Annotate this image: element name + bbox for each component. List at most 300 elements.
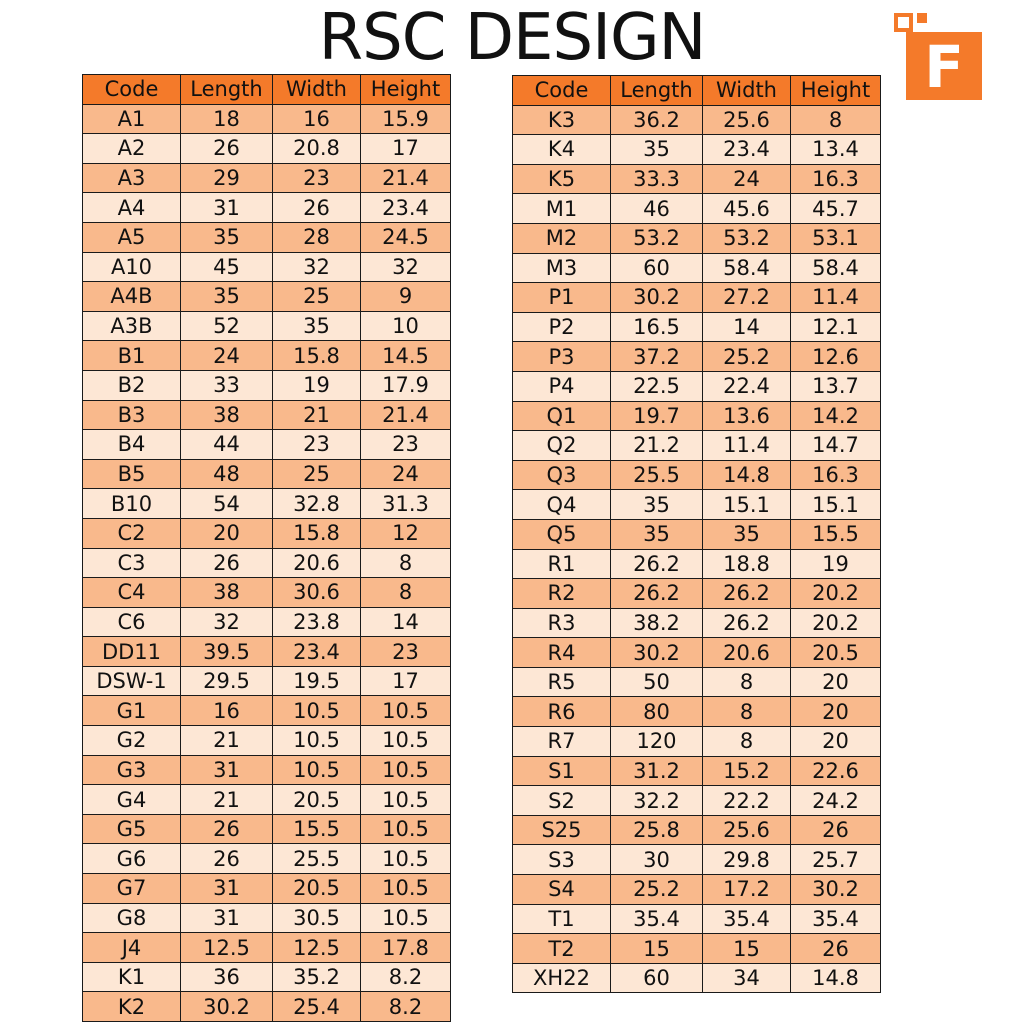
cell-length: 36 bbox=[181, 962, 273, 992]
cell-height: 26 bbox=[791, 815, 881, 845]
dimension-table-right bbox=[512, 75, 881, 993]
cell-length: 26 bbox=[181, 814, 273, 844]
table-row bbox=[513, 845, 881, 875]
cell-width: 34 bbox=[703, 963, 791, 993]
cell-height: 35.4 bbox=[791, 904, 881, 934]
brand-logo bbox=[893, 12, 985, 104]
cell-length: 38 bbox=[181, 400, 273, 430]
cell-width: 53.2 bbox=[703, 223, 791, 253]
cell-code: G8 bbox=[83, 903, 181, 933]
cell-width: 32.8 bbox=[273, 489, 361, 519]
cell-code: A3B bbox=[83, 311, 181, 341]
table-row bbox=[83, 459, 451, 489]
table-row bbox=[513, 963, 881, 993]
cell-code: A5 bbox=[83, 222, 181, 252]
cell-code: R5 bbox=[513, 667, 611, 697]
cell-height: 8.2 bbox=[361, 992, 451, 1022]
table-row bbox=[513, 697, 881, 727]
table-row bbox=[83, 163, 451, 193]
cell-height: 45.7 bbox=[791, 194, 881, 224]
cell-height: 14.8 bbox=[791, 963, 881, 993]
cell-width: 25.2 bbox=[703, 342, 791, 372]
cell-width: 35 bbox=[273, 311, 361, 341]
cell-height: 24.2 bbox=[791, 786, 881, 816]
cell-code: B3 bbox=[83, 400, 181, 430]
table-row bbox=[83, 282, 451, 312]
cell-height: 23 bbox=[361, 430, 451, 460]
cell-length: 26.2 bbox=[611, 579, 703, 609]
cell-length: 20 bbox=[181, 518, 273, 548]
table-row bbox=[513, 105, 881, 135]
cell-code: A4B bbox=[83, 282, 181, 312]
cell-height: 14 bbox=[361, 607, 451, 637]
table-row bbox=[83, 134, 451, 164]
cell-length: 25.5 bbox=[611, 460, 703, 490]
cell-width: 26.2 bbox=[703, 608, 791, 638]
cell-code: K4 bbox=[513, 135, 611, 165]
cell-code: S4 bbox=[513, 875, 611, 905]
table-row bbox=[83, 696, 451, 726]
table-row bbox=[513, 579, 881, 609]
column-header-code: Code bbox=[83, 75, 181, 105]
cell-code: S25 bbox=[513, 815, 611, 845]
cell-code: A3 bbox=[83, 163, 181, 193]
table-row bbox=[83, 341, 451, 371]
cell-code: G3 bbox=[83, 755, 181, 785]
cell-length: 21 bbox=[181, 726, 273, 756]
cell-width: 23.4 bbox=[703, 135, 791, 165]
column-header-length: Length bbox=[611, 76, 703, 106]
table-row bbox=[513, 194, 881, 224]
cell-height: 23 bbox=[361, 637, 451, 667]
cell-length: 31 bbox=[181, 755, 273, 785]
cell-height: 13.4 bbox=[791, 135, 881, 165]
cell-height: 26 bbox=[791, 934, 881, 964]
cell-length: 18 bbox=[181, 104, 273, 134]
table-row bbox=[513, 164, 881, 194]
cell-width: 25 bbox=[273, 459, 361, 489]
cell-code: B10 bbox=[83, 489, 181, 519]
cell-height: 8 bbox=[791, 105, 881, 135]
column-header-height: Height bbox=[361, 75, 451, 105]
cell-height: 14.7 bbox=[791, 431, 881, 461]
cell-width: 17.2 bbox=[703, 875, 791, 905]
cell-length: 38 bbox=[181, 578, 273, 608]
table-row bbox=[513, 312, 881, 342]
cell-width: 26.2 bbox=[703, 579, 791, 609]
cell-width: 19 bbox=[273, 370, 361, 400]
cell-width: 8 bbox=[703, 697, 791, 727]
cell-length: 31 bbox=[181, 193, 273, 223]
cell-length: 33 bbox=[181, 370, 273, 400]
cell-width: 16 bbox=[273, 104, 361, 134]
column-header-width: Width bbox=[703, 76, 791, 106]
cell-height: 16.3 bbox=[791, 164, 881, 194]
cell-width: 25.6 bbox=[703, 815, 791, 845]
cell-length: 33.3 bbox=[611, 164, 703, 194]
table-row bbox=[83, 933, 451, 963]
cell-length: 45 bbox=[181, 252, 273, 282]
cell-code: XH22 bbox=[513, 963, 611, 993]
cell-length: 21 bbox=[181, 785, 273, 815]
table-row bbox=[513, 401, 881, 431]
table-row bbox=[513, 667, 881, 697]
brand-logo-icon bbox=[893, 12, 985, 104]
cell-code: R7 bbox=[513, 727, 611, 757]
cell-width: 12.5 bbox=[273, 933, 361, 963]
cell-code: DSW-1 bbox=[83, 666, 181, 696]
table-row bbox=[83, 578, 451, 608]
cell-width: 23 bbox=[273, 163, 361, 193]
cell-width: 20.5 bbox=[273, 874, 361, 904]
cell-width: 28 bbox=[273, 222, 361, 252]
table-row bbox=[83, 400, 451, 430]
cell-length: 30.2 bbox=[611, 638, 703, 668]
cell-length: 36.2 bbox=[611, 105, 703, 135]
cell-width: 15.8 bbox=[273, 518, 361, 548]
cell-width: 25.6 bbox=[703, 105, 791, 135]
cell-width: 30.5 bbox=[273, 903, 361, 933]
cell-code: S1 bbox=[513, 756, 611, 786]
cell-height: 20.5 bbox=[791, 638, 881, 668]
cell-height: 32 bbox=[361, 252, 451, 282]
table-row bbox=[513, 460, 881, 490]
table-row bbox=[513, 253, 881, 283]
cell-height: 25.7 bbox=[791, 845, 881, 875]
cell-width: 11.4 bbox=[703, 431, 791, 461]
cell-height: 20.2 bbox=[791, 579, 881, 609]
table-row bbox=[513, 934, 881, 964]
cell-length: 25.2 bbox=[611, 875, 703, 905]
cell-code: G1 bbox=[83, 696, 181, 726]
cell-width: 15.5 bbox=[273, 814, 361, 844]
cell-width: 25 bbox=[273, 282, 361, 312]
cell-width: 10.5 bbox=[273, 726, 361, 756]
cell-code: C4 bbox=[83, 578, 181, 608]
cell-height: 10.5 bbox=[361, 903, 451, 933]
cell-length: 30.2 bbox=[181, 992, 273, 1022]
cell-length: 60 bbox=[611, 963, 703, 993]
cell-length: 24 bbox=[181, 341, 273, 371]
cell-width: 25.4 bbox=[273, 992, 361, 1022]
table-row bbox=[513, 815, 881, 845]
table-row bbox=[83, 518, 451, 548]
cell-width: 25.5 bbox=[273, 844, 361, 874]
column-header-code: Code bbox=[513, 76, 611, 106]
table-row bbox=[83, 607, 451, 637]
cell-code: Q2 bbox=[513, 431, 611, 461]
table-row bbox=[83, 666, 451, 696]
cell-code: B4 bbox=[83, 430, 181, 460]
cell-width: 15.2 bbox=[703, 756, 791, 786]
cell-height: 16.3 bbox=[791, 460, 881, 490]
table-row bbox=[83, 430, 451, 460]
cell-height: 15.1 bbox=[791, 490, 881, 520]
table-row bbox=[83, 548, 451, 578]
cell-length: 12.5 bbox=[181, 933, 273, 963]
cell-length: 50 bbox=[611, 667, 703, 697]
cell-code: M3 bbox=[513, 253, 611, 283]
cell-code: P3 bbox=[513, 342, 611, 372]
cell-width: 35.4 bbox=[703, 904, 791, 934]
cell-height: 24 bbox=[361, 459, 451, 489]
table-row bbox=[83, 874, 451, 904]
cell-width: 8 bbox=[703, 727, 791, 757]
cell-height: 10.5 bbox=[361, 696, 451, 726]
table-row bbox=[513, 727, 881, 757]
cell-width: 15 bbox=[703, 934, 791, 964]
cell-length: 54 bbox=[181, 489, 273, 519]
cell-length: 30.2 bbox=[611, 283, 703, 313]
cell-width: 30.6 bbox=[273, 578, 361, 608]
cell-length: 35 bbox=[611, 135, 703, 165]
cell-height: 24.5 bbox=[361, 222, 451, 252]
cell-width: 23 bbox=[273, 430, 361, 460]
cell-height: 14.2 bbox=[791, 401, 881, 431]
table-row bbox=[513, 756, 881, 786]
cell-length: 29.5 bbox=[181, 666, 273, 696]
cell-height: 58.4 bbox=[791, 253, 881, 283]
cell-height: 8 bbox=[361, 578, 451, 608]
table-row bbox=[83, 726, 451, 756]
table-row bbox=[83, 370, 451, 400]
cell-height: 21.4 bbox=[361, 400, 451, 430]
cell-length: 15 bbox=[611, 934, 703, 964]
cell-code: K3 bbox=[513, 105, 611, 135]
cell-code: G6 bbox=[83, 844, 181, 874]
dimension-table-left bbox=[82, 74, 451, 1022]
table-row bbox=[83, 814, 451, 844]
cell-code: P4 bbox=[513, 371, 611, 401]
cell-length: 35 bbox=[611, 519, 703, 549]
cell-width: 27.2 bbox=[703, 283, 791, 313]
cell-width: 20.5 bbox=[273, 785, 361, 815]
table-row bbox=[83, 755, 451, 785]
cell-height: 20 bbox=[791, 697, 881, 727]
table-header-row bbox=[83, 75, 451, 105]
table-row bbox=[513, 786, 881, 816]
cell-code: G5 bbox=[83, 814, 181, 844]
cell-code: A10 bbox=[83, 252, 181, 282]
cell-length: 38.2 bbox=[611, 608, 703, 638]
cell-height: 14.5 bbox=[361, 341, 451, 371]
cell-length: 25.8 bbox=[611, 815, 703, 845]
cell-height: 10 bbox=[361, 311, 451, 341]
cell-length: 60 bbox=[611, 253, 703, 283]
cell-width: 13.6 bbox=[703, 401, 791, 431]
cell-height: 12.1 bbox=[791, 312, 881, 342]
table-row bbox=[513, 519, 881, 549]
cell-code: Q1 bbox=[513, 401, 611, 431]
cell-length: 26 bbox=[181, 844, 273, 874]
cell-height: 20.2 bbox=[791, 608, 881, 638]
cell-height: 17 bbox=[361, 666, 451, 696]
cell-width: 20.6 bbox=[703, 638, 791, 668]
column-header-length: Length bbox=[181, 75, 273, 105]
cell-height: 20 bbox=[791, 727, 881, 757]
cell-width: 26 bbox=[273, 193, 361, 223]
cell-length: 16 bbox=[181, 696, 273, 726]
cell-width: 19.5 bbox=[273, 666, 361, 696]
cell-height: 15.9 bbox=[361, 104, 451, 134]
cell-code: Q4 bbox=[513, 490, 611, 520]
table-row bbox=[83, 962, 451, 992]
cell-height: 31.3 bbox=[361, 489, 451, 519]
cell-code: M1 bbox=[513, 194, 611, 224]
cell-height: 10.5 bbox=[361, 814, 451, 844]
cell-length: 32 bbox=[181, 607, 273, 637]
table-row bbox=[513, 431, 881, 461]
cell-length: 30 bbox=[611, 845, 703, 875]
cell-width: 45.6 bbox=[703, 194, 791, 224]
cell-height: 10.5 bbox=[361, 785, 451, 815]
cell-width: 14 bbox=[703, 312, 791, 342]
cell-code: G7 bbox=[83, 874, 181, 904]
cell-code: P2 bbox=[513, 312, 611, 342]
cell-length: 52 bbox=[181, 311, 273, 341]
table-row bbox=[83, 252, 451, 282]
cell-code: G2 bbox=[83, 726, 181, 756]
cell-width: 21 bbox=[273, 400, 361, 430]
cell-length: 16.5 bbox=[611, 312, 703, 342]
table-row bbox=[83, 903, 451, 933]
cell-width: 23.8 bbox=[273, 607, 361, 637]
cell-height: 13.7 bbox=[791, 371, 881, 401]
cell-length: 31.2 bbox=[611, 756, 703, 786]
cell-code: A2 bbox=[83, 134, 181, 164]
cell-height: 22.6 bbox=[791, 756, 881, 786]
cell-width: 10.5 bbox=[273, 696, 361, 726]
cell-height: 9 bbox=[361, 282, 451, 312]
cell-length: 35 bbox=[181, 222, 273, 252]
cell-length: 48 bbox=[181, 459, 273, 489]
cell-height: 8 bbox=[361, 548, 451, 578]
cell-length: 19.7 bbox=[611, 401, 703, 431]
cell-code: J4 bbox=[83, 933, 181, 963]
column-header-height: Height bbox=[791, 76, 881, 106]
cell-width: 35 bbox=[703, 519, 791, 549]
cell-code: R6 bbox=[513, 697, 611, 727]
cell-code: A4 bbox=[83, 193, 181, 223]
cell-code: Q5 bbox=[513, 519, 611, 549]
cell-length: 46 bbox=[611, 194, 703, 224]
cell-code: K5 bbox=[513, 164, 611, 194]
table-row bbox=[513, 283, 881, 313]
cell-code: R3 bbox=[513, 608, 611, 638]
cell-length: 120 bbox=[611, 727, 703, 757]
cell-length: 21.2 bbox=[611, 431, 703, 461]
cell-length: 32.2 bbox=[611, 786, 703, 816]
cell-length: 37.2 bbox=[611, 342, 703, 372]
cell-code: S3 bbox=[513, 845, 611, 875]
table-row bbox=[83, 104, 451, 134]
table-row bbox=[513, 608, 881, 638]
cell-code: B2 bbox=[83, 370, 181, 400]
cell-length: 35 bbox=[181, 282, 273, 312]
cell-height: 10.5 bbox=[361, 844, 451, 874]
cell-width: 23.4 bbox=[273, 637, 361, 667]
cell-code: M2 bbox=[513, 223, 611, 253]
cell-length: 31 bbox=[181, 903, 273, 933]
cell-code: C3 bbox=[83, 548, 181, 578]
cell-width: 35.2 bbox=[273, 962, 361, 992]
cell-code: R4 bbox=[513, 638, 611, 668]
cell-height: 10.5 bbox=[361, 726, 451, 756]
cell-width: 20.8 bbox=[273, 134, 361, 164]
cell-width: 15.8 bbox=[273, 341, 361, 371]
table-row bbox=[513, 638, 881, 668]
cell-length: 44 bbox=[181, 430, 273, 460]
cell-code: T1 bbox=[513, 904, 611, 934]
cell-width: 58.4 bbox=[703, 253, 791, 283]
cell-height: 21.4 bbox=[361, 163, 451, 193]
cell-width: 14.8 bbox=[703, 460, 791, 490]
cell-code: S2 bbox=[513, 786, 611, 816]
cell-code: P1 bbox=[513, 283, 611, 313]
table-row bbox=[513, 490, 881, 520]
table-row bbox=[513, 904, 881, 934]
cell-height: 8.2 bbox=[361, 962, 451, 992]
table-row bbox=[513, 223, 881, 253]
table-row bbox=[83, 311, 451, 341]
cell-code: R1 bbox=[513, 549, 611, 579]
table-row bbox=[513, 371, 881, 401]
cell-width: 29.8 bbox=[703, 845, 791, 875]
cell-code: A1 bbox=[83, 104, 181, 134]
cell-width: 22.4 bbox=[703, 371, 791, 401]
column-header-width: Width bbox=[273, 75, 361, 105]
cell-width: 20.6 bbox=[273, 548, 361, 578]
cell-height: 30.2 bbox=[791, 875, 881, 905]
table-row bbox=[83, 785, 451, 815]
table-header-row bbox=[513, 76, 881, 106]
cell-length: 35.4 bbox=[611, 904, 703, 934]
cell-length: 39.5 bbox=[181, 637, 273, 667]
cell-width: 15.1 bbox=[703, 490, 791, 520]
cell-width: 24 bbox=[703, 164, 791, 194]
table-row bbox=[83, 844, 451, 874]
cell-height: 10.5 bbox=[361, 874, 451, 904]
cell-width: 10.5 bbox=[273, 755, 361, 785]
table-row bbox=[513, 549, 881, 579]
table-row bbox=[83, 992, 451, 1022]
cell-length: 29 bbox=[181, 163, 273, 193]
cell-height: 17.8 bbox=[361, 933, 451, 963]
brand-logo-letter: F bbox=[924, 33, 964, 101]
table-row bbox=[83, 489, 451, 519]
cell-height: 17 bbox=[361, 134, 451, 164]
cell-code: Q3 bbox=[513, 460, 611, 490]
cell-length: 22.5 bbox=[611, 371, 703, 401]
cell-length: 80 bbox=[611, 697, 703, 727]
cell-height: 10.5 bbox=[361, 755, 451, 785]
table-row bbox=[83, 637, 451, 667]
cell-length: 35 bbox=[611, 490, 703, 520]
cell-code: K1 bbox=[83, 962, 181, 992]
cell-height: 23.4 bbox=[361, 193, 451, 223]
cell-code: K2 bbox=[83, 992, 181, 1022]
cell-length: 53.2 bbox=[611, 223, 703, 253]
cell-code: C2 bbox=[83, 518, 181, 548]
cell-height: 12.6 bbox=[791, 342, 881, 372]
cell-height: 11.4 bbox=[791, 283, 881, 313]
page-title: RSC DESIGN bbox=[318, 1, 706, 75]
cell-length: 26 bbox=[181, 548, 273, 578]
cell-code: T2 bbox=[513, 934, 611, 964]
cell-code: B5 bbox=[83, 459, 181, 489]
cell-code: G4 bbox=[83, 785, 181, 815]
cell-code: R2 bbox=[513, 579, 611, 609]
